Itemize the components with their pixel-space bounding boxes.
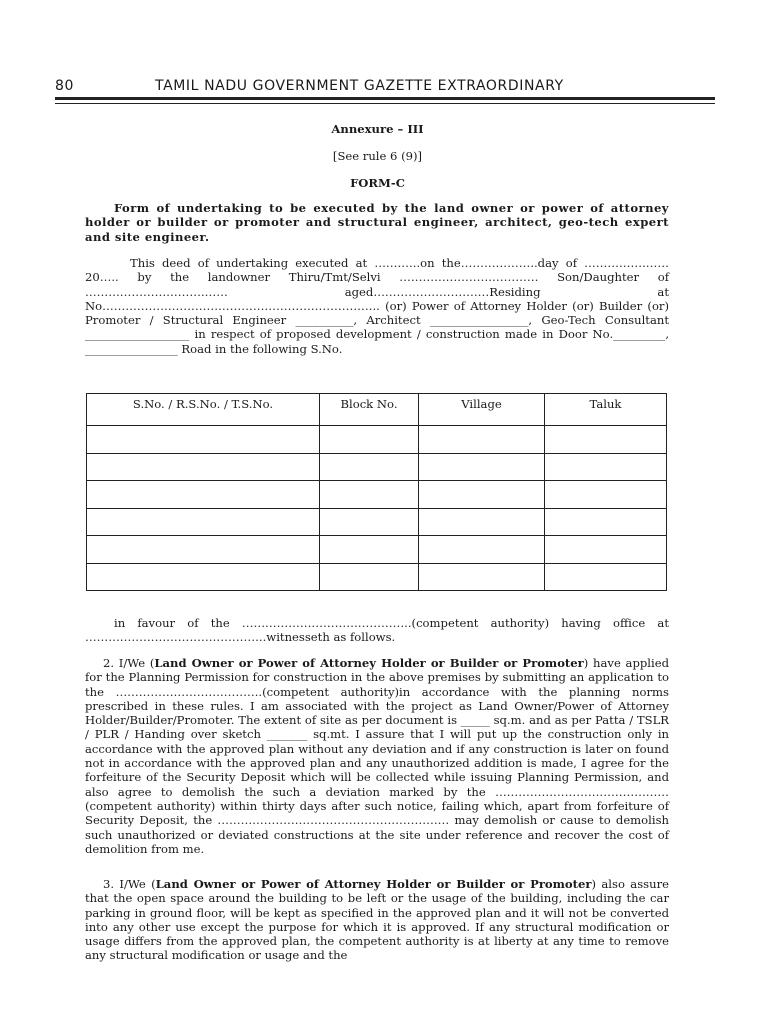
header-rule-thin xyxy=(55,103,715,104)
table-cell[interactable] xyxy=(87,481,320,509)
deed-paragraph xyxy=(85,256,669,356)
table-row xyxy=(87,481,667,509)
table-cell[interactable] xyxy=(87,563,320,591)
favour-paragraph-text: in favour of the ……………………………………..(competent authority) having office at ………………………………………..witnesseth as follows. xyxy=(85,616,669,645)
column-header-sno: S.No. / R.S.No. / T.S.No. xyxy=(87,394,320,426)
table-row xyxy=(87,563,667,591)
annexure-title: Annexure – III xyxy=(331,122,424,136)
table-cell[interactable] xyxy=(320,426,419,454)
table-cell[interactable] xyxy=(419,453,545,481)
table-cell[interactable] xyxy=(320,563,419,591)
table-cell[interactable] xyxy=(545,453,667,481)
deed-paragraph-text: This deed of undertaking executed at …….…..on the………………..day of …………….……20….. by the landowner Thiru/Tmt/Selvi ……………………………… Son/Daughter of ………………………….…… aged…………………………Residing at No……………………………………………………………... (or) Power of Attorney Holder (or) Builder (or) Promoter / Structural Engineer __________, Architect _________________, Geo-Tech Consultant __________________ in respect of proposed development / construction made in Door No._________, ________________ Road in the following S.No. xyxy=(85,256,669,356)
table-cell[interactable] xyxy=(545,508,667,536)
clause-3-lead: 3. I/We ( xyxy=(103,877,156,891)
table-cell[interactable] xyxy=(87,508,320,536)
table-cell[interactable] xyxy=(320,536,419,564)
form-name: FORM-C xyxy=(350,176,405,190)
table-cell[interactable] xyxy=(545,563,667,591)
table-cell[interactable] xyxy=(320,453,419,481)
favour-paragraph xyxy=(85,616,669,645)
clause-2 xyxy=(85,656,669,856)
table-cell[interactable] xyxy=(419,481,545,509)
clause-2-parties: Land Owner or Power of Attorney Holder or Builder or Promoter xyxy=(154,656,584,670)
table-cell[interactable] xyxy=(419,508,545,536)
clause-3-text xyxy=(85,877,669,963)
table-cell[interactable] xyxy=(87,453,320,481)
form-heading-text: Form of undertaking to be executed by the land owner or power of attorney holder or builder or promoter and structural engineer, architect, geo-tech expert and site engineer. xyxy=(85,201,669,244)
table-cell[interactable] xyxy=(320,508,419,536)
header-rule-thick xyxy=(55,97,715,100)
survey-number-table xyxy=(86,393,667,591)
table-cell[interactable] xyxy=(419,536,545,564)
clause-2-text xyxy=(85,656,669,856)
table-cell[interactable] xyxy=(545,481,667,509)
clause-2-body: ) have applied for the Planning Permission for construction in the above premises by submitting an application to the ………………………………..(competent authority)in accordance with the planning norms prescribed in these rules. I am associated with the project as Land Owner/Power of Attorney Holder/Builder/Promoter. The extent of site as per document is _____ sq.m. and as per Patta / TSLR / PLR / Handing over sketch _______ sq.mt. I assure that I will put up the construction only in accordance with the approved plan without any deviation and if any construction is later on found not in accordance with the approved plan and any unauthorized addition is made, I agree for the forfeiture of the Security Deposit which will be collected while issuing Planning Permission, and also agree to demolish the such a deviation marked by the ………………………………………(competent authority) within thirty days after such notice, failing which, apart from forfeiture of Security Deposit, the …………………………………………………… may demolish or cause to demolish such unauthorized or deviated constructions at the site under reference and recover the cost of demolition from me. xyxy=(85,656,670,856)
column-header-taluk: Taluk xyxy=(545,394,667,426)
page-header xyxy=(55,78,715,98)
table-row xyxy=(87,453,667,481)
table-cell[interactable] xyxy=(545,536,667,564)
column-header-village: Village xyxy=(419,394,545,426)
table-cell[interactable] xyxy=(87,536,320,564)
gazette-title: TAMIL NADU GOVERNMENT GAZETTE EXTRAORDINARY xyxy=(155,78,564,94)
page-number: 80 xyxy=(55,78,75,94)
table-cell[interactable] xyxy=(87,426,320,454)
table-row xyxy=(87,536,667,564)
table-cell[interactable] xyxy=(545,426,667,454)
clause-2-lead: 2. I/We ( xyxy=(103,656,155,670)
clause-3 xyxy=(85,877,669,963)
column-header-block: Block No. xyxy=(320,394,419,426)
clause-3-body: ) also assure that the open space around the building to be left or the usage of the building, including the car parking in ground floor, will be kept as specified in the approved plan and it will not be converted into any other use except the purpose for which it is approved. If any structural modification or usage differs from the approved plan, the competent authority is at liberty at any time to remove any structural modification or usage and the xyxy=(85,877,669,963)
rule-reference: [See rule 6 (9)] xyxy=(332,149,423,163)
clause-3-parties: Land Owner or Power of Attorney Holder or Builder or Promoter xyxy=(155,877,592,891)
table-cell[interactable] xyxy=(419,426,545,454)
table-row xyxy=(87,426,667,454)
table-cell[interactable] xyxy=(419,563,545,591)
form-heading xyxy=(85,201,669,244)
table-cell[interactable] xyxy=(320,481,419,509)
table-row xyxy=(87,508,667,536)
table-header-row xyxy=(87,394,667,426)
